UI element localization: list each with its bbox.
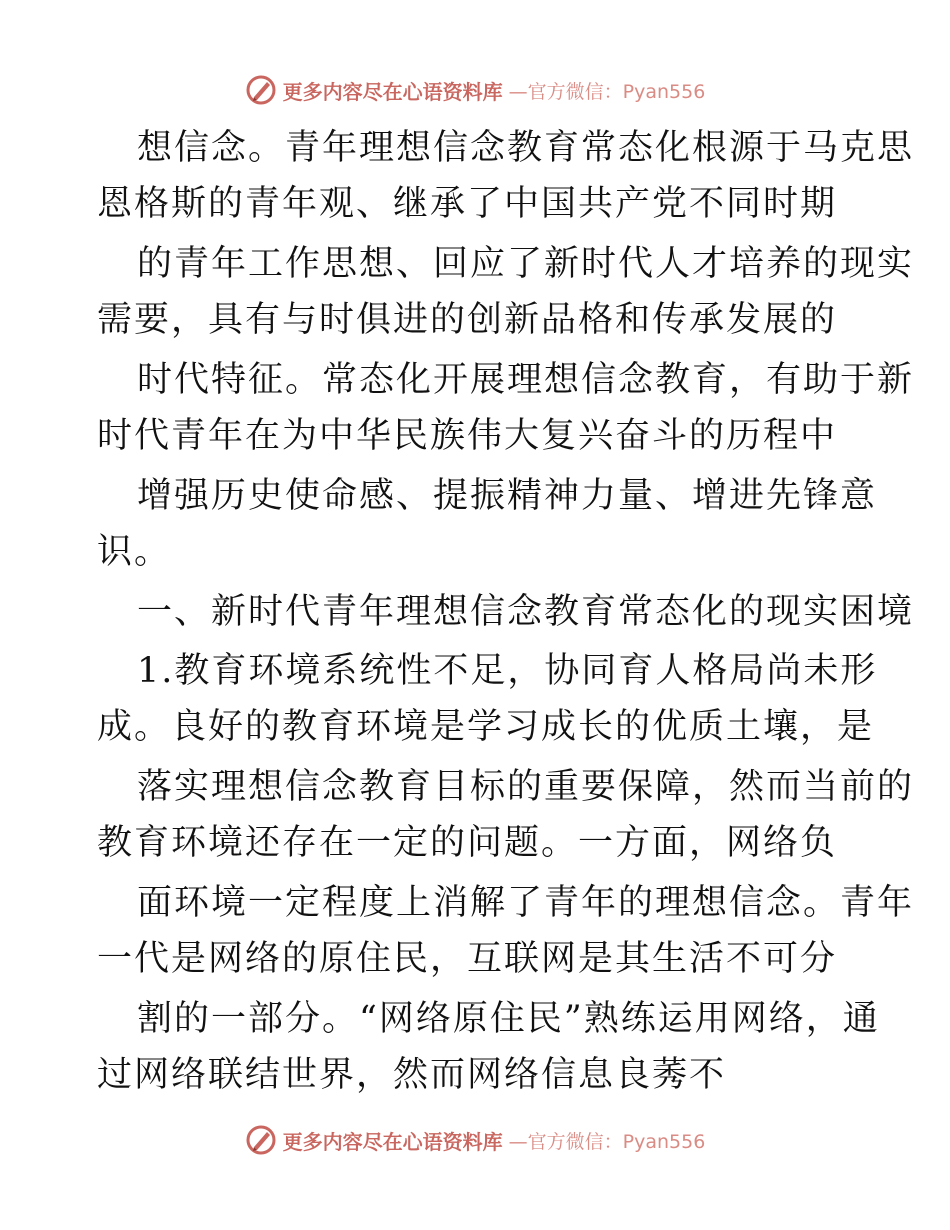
text-line: 教育环境还存在一定的问题。一方面，网络负 xyxy=(97,823,838,863)
text-line: 识。 xyxy=(97,532,172,572)
watermark-sub-text: —官方微信：Pyan556 xyxy=(508,80,706,103)
text-line: 恩格斯的青年观、继承了中国共产党不同时期 xyxy=(97,184,838,224)
text-line: 成。良好的教育环境是学习成长的优质土壤，是 xyxy=(97,707,875,747)
watermark-sub-text: —官方微信：Pyan556 xyxy=(508,1130,706,1153)
text-line: 过网络联结世界，然而网络信息良莠不 xyxy=(97,1055,727,1095)
text-line: 一代是网络的原住民，互联网是其生活不可分 xyxy=(97,939,838,979)
text-line: 1.教育环境系统性不足，协同育人格局尚未形 xyxy=(137,651,878,691)
watermark-main-text: 更多内容尽在心语资料库 xyxy=(282,79,503,104)
text-line: 增强历史使命感、提振精神力量、增进先锋意 xyxy=(137,476,878,516)
text-line: 落实理想信念教育目标的重要保障，然而当前的 xyxy=(137,767,915,807)
text-line: 需要，具有与时俱进的创新品格和传承发展的 xyxy=(97,300,838,340)
text-line: 想信念。青年理想信念教育常态化根源于马克思 xyxy=(137,128,915,168)
section-heading: 一、新时代青年理想信念教育常态化的现实困境 xyxy=(137,592,915,632)
watermark-footer xyxy=(0,1122,950,1158)
text-line: 的青年工作思想、回应了新时代人才培养的现实 xyxy=(137,244,915,284)
text-line: 割的一部分。“网络原住民”熟练运用网络，通 xyxy=(137,999,880,1039)
watermark-main-text: 更多内容尽在心语资料库 xyxy=(282,1129,503,1154)
text-line: 时代特征。常态化开展理想信念教育，有助于新 xyxy=(137,360,915,400)
pen-logo-icon xyxy=(245,1124,277,1156)
text-line: 时代青年在为中华民族伟大复兴奋斗的历程中 xyxy=(97,416,838,456)
text-line: 面环境一定程度上消解了青年的理想信念。青年 xyxy=(137,883,915,923)
